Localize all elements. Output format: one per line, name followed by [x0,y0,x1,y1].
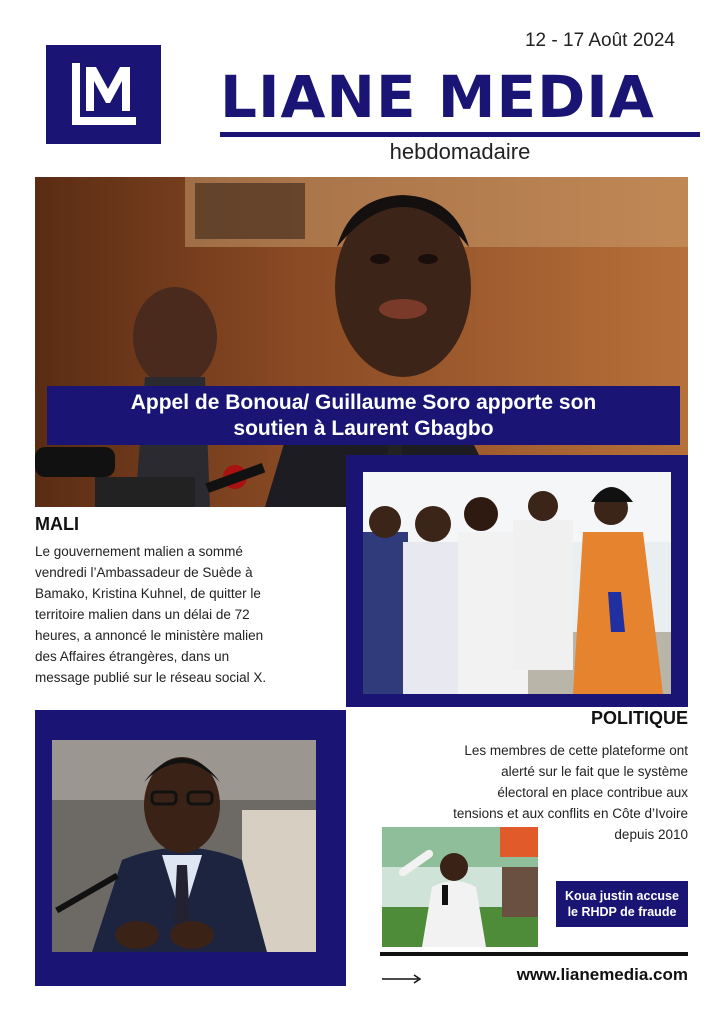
politique-text-line: tensions et aux conflits en Côte d’Ivoire [453,806,688,821]
politique-photo-frame [346,455,688,707]
issue-date: 12 - 17 Août 2024 [524,30,675,51]
koua-justin-photo [382,827,538,947]
mali-text-line: Le gouvernement malien a sommé [35,544,243,559]
mali-text-line: vendredi l’Ambassadeur de Suède à [35,565,253,580]
mali-text-line: heures, a annoncé le ministère malien [35,628,264,643]
mali-text-line: des Affaires étrangères, dans un [35,649,230,664]
politique-text-line: Les membres de cette plateforme ont [464,743,688,758]
brand-logo [46,45,161,144]
mali-text-line: message publié sur le réseau social X. [35,670,267,685]
footer-divider [380,952,688,956]
mali-section-title: MALI [35,514,79,534]
hero-headline-line-1: Appel de Bonoua/ Guillaume Soro apporte son [130,390,597,414]
hero-headline-line-2: soutien à Laurent Gbagbo [233,416,494,440]
publication-tagline: hebdomadaire [389,139,531,164]
minister-photo [52,740,316,952]
publication-title: LIANE MEDIA [220,63,655,131]
koua-caption-line-1: Koua justin accuse [565,889,679,903]
arrow-right-icon [382,974,422,984]
hero-headline[interactable] [47,386,680,445]
mali-photo-frame [35,710,346,986]
politique-text-line: depuis 2010 [614,827,688,842]
website-link[interactable]: www.lianemedia.com [516,965,688,984]
mali-text-line: territoire malien dans un délai de 72 [35,607,250,622]
meeting-photo [363,472,671,694]
mali-text-line: Bamako, Kristina Kuhnel, de quitter le [35,586,261,601]
koua-caption-line-2: le RHDP de fraude [567,905,677,919]
politique-text-line: électoral en place contribue aux [497,785,688,800]
mali-article-text [35,541,335,688]
koua-photo-caption[interactable] [556,881,688,927]
politique-text-line: alerté sur le fait que le système [501,764,688,779]
politique-section-title: POLITIQUE [590,708,688,728]
lm-logo-icon [68,61,140,127]
